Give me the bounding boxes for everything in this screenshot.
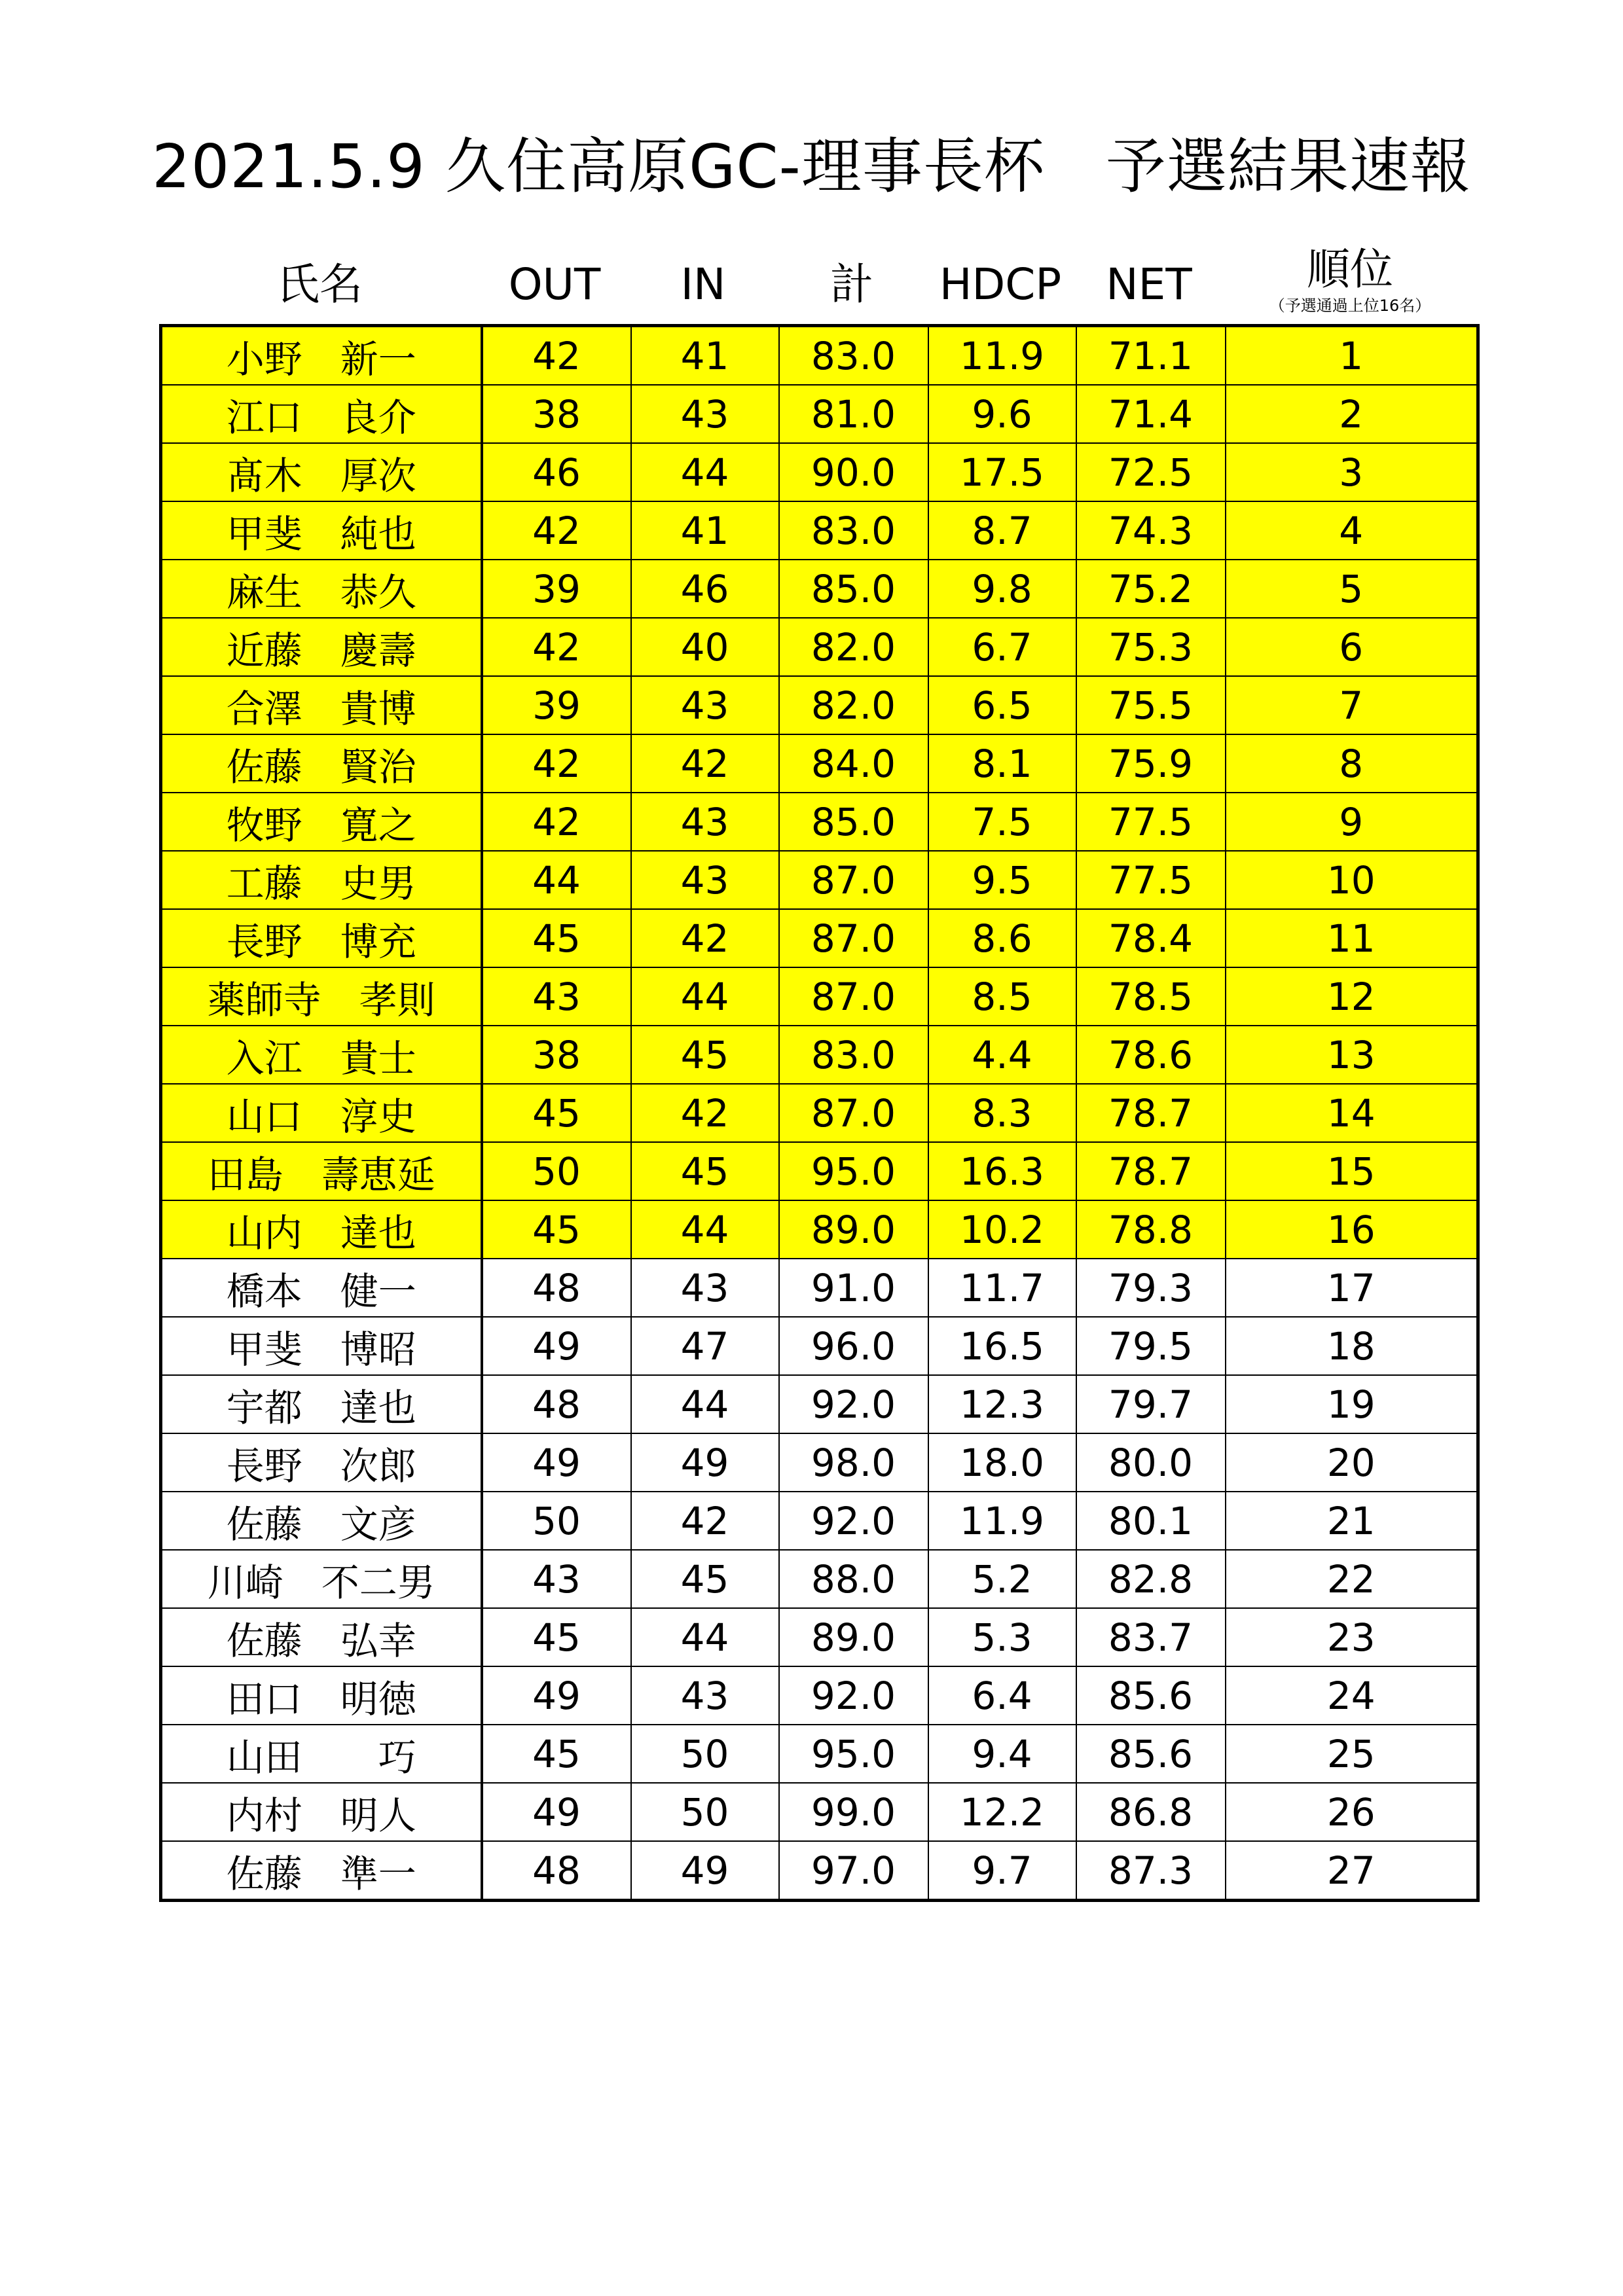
cell-in: 40 xyxy=(631,618,779,676)
cell-in: 45 xyxy=(631,1142,779,1200)
cell-name: 甲斐 純也 xyxy=(161,501,482,560)
cell-rank: 17 xyxy=(1226,1259,1478,1317)
page-title: 2021.5.9 久住高原GC-理事長杯 予選結果速報 xyxy=(152,132,1471,202)
header-total: 計 xyxy=(830,259,873,310)
cell-net: 78.5 xyxy=(1076,967,1226,1026)
cell-name: 佐藤 賢治 xyxy=(161,734,482,793)
cell-in: 44 xyxy=(631,1608,779,1666)
table-row xyxy=(161,1666,1478,1725)
cell-net: 83.7 xyxy=(1076,1608,1226,1666)
cell-total: 87.0 xyxy=(779,1084,928,1142)
cell-net: 78.8 xyxy=(1076,1200,1226,1259)
cell-hdcp: 8.3 xyxy=(928,1084,1076,1142)
cell-name: 長野 次郎 xyxy=(161,1433,482,1492)
cell-name: 山口 淳史 xyxy=(161,1084,482,1142)
cell-name: 入江 貴士 xyxy=(161,1026,482,1084)
cell-net: 75.9 xyxy=(1076,734,1226,793)
cell-out: 42 xyxy=(482,618,631,676)
cell-rank: 6 xyxy=(1226,618,1478,676)
cell-net: 74.3 xyxy=(1076,501,1226,560)
cell-hdcp: 18.0 xyxy=(928,1433,1076,1492)
cell-rank: 10 xyxy=(1226,851,1478,909)
cell-in: 44 xyxy=(631,1375,779,1433)
cell-net: 71.4 xyxy=(1076,385,1226,443)
cell-name: 山田 巧 xyxy=(161,1725,482,1783)
cell-hdcp: 9.8 xyxy=(928,560,1076,618)
cell-hdcp: 12.2 xyxy=(928,1783,1076,1841)
cell-hdcp: 11.9 xyxy=(928,326,1076,386)
cell-rank: 25 xyxy=(1226,1725,1478,1783)
cell-net: 78.7 xyxy=(1076,1142,1226,1200)
table-row xyxy=(161,1317,1478,1375)
cell-hdcp: 9.7 xyxy=(928,1841,1076,1901)
cell-in: 42 xyxy=(631,909,779,967)
cell-total: 83.0 xyxy=(779,501,928,560)
cell-hdcp: 5.2 xyxy=(928,1550,1076,1608)
header-net: NET xyxy=(1106,259,1192,310)
cell-rank: 23 xyxy=(1226,1608,1478,1666)
cell-in: 42 xyxy=(631,1492,779,1550)
table-row xyxy=(161,560,1478,618)
cell-in: 42 xyxy=(631,734,779,793)
table-row xyxy=(161,1259,1478,1317)
cell-name: 内村 明人 xyxy=(161,1783,482,1841)
cell-total: 85.0 xyxy=(779,560,928,618)
table-row xyxy=(161,967,1478,1026)
cell-net: 77.5 xyxy=(1076,851,1226,909)
cell-hdcp: 9.6 xyxy=(928,385,1076,443)
cell-out: 48 xyxy=(482,1259,631,1317)
cell-name: 小野 新一 xyxy=(161,326,482,386)
cell-name: 江口 良介 xyxy=(161,385,482,443)
cell-total: 90.0 xyxy=(779,443,928,501)
cell-total: 87.0 xyxy=(779,909,928,967)
table-row xyxy=(161,1492,1478,1550)
header-hdcp: HDCP xyxy=(939,259,1062,310)
cell-out: 42 xyxy=(482,326,631,386)
cell-out: 50 xyxy=(482,1142,631,1200)
cell-out: 38 xyxy=(482,385,631,443)
cell-total: 96.0 xyxy=(779,1317,928,1375)
cell-rank: 2 xyxy=(1226,385,1478,443)
cell-in: 44 xyxy=(631,967,779,1026)
cell-total: 87.0 xyxy=(779,851,928,909)
table-row xyxy=(161,1433,1478,1492)
cell-out: 39 xyxy=(482,676,631,734)
results-table xyxy=(159,324,1480,1902)
cell-name: 近藤 慶壽 xyxy=(161,618,482,676)
cell-out: 45 xyxy=(482,1200,631,1259)
cell-rank: 9 xyxy=(1226,793,1478,851)
cell-total: 98.0 xyxy=(779,1433,928,1492)
cell-in: 43 xyxy=(631,793,779,851)
cell-net: 78.6 xyxy=(1076,1026,1226,1084)
cell-rank: 5 xyxy=(1226,560,1478,618)
cell-in: 43 xyxy=(631,1259,779,1317)
cell-in: 41 xyxy=(631,326,779,386)
cell-out: 46 xyxy=(482,443,631,501)
cell-total: 82.0 xyxy=(779,618,928,676)
cell-out: 42 xyxy=(482,734,631,793)
table-row xyxy=(161,1026,1478,1084)
table-row xyxy=(161,676,1478,734)
cell-out: 39 xyxy=(482,560,631,618)
table-row xyxy=(161,1200,1478,1259)
cell-in: 43 xyxy=(631,851,779,909)
cell-name: 甲斐 博昭 xyxy=(161,1317,482,1375)
cell-out: 45 xyxy=(482,1608,631,1666)
cell-rank: 8 xyxy=(1226,734,1478,793)
cell-name: 橋本 健一 xyxy=(161,1259,482,1317)
cell-hdcp: 5.3 xyxy=(928,1608,1076,1666)
cell-total: 81.0 xyxy=(779,385,928,443)
cell-out: 43 xyxy=(482,1550,631,1608)
cell-name: 薬師寺 孝則 xyxy=(161,967,482,1026)
cell-hdcp: 6.4 xyxy=(928,1666,1076,1725)
header-rank-label: 順位 xyxy=(1307,244,1393,295)
cell-net: 71.1 xyxy=(1076,326,1226,386)
cell-in: 45 xyxy=(631,1026,779,1084)
cell-in: 47 xyxy=(631,1317,779,1375)
table-row xyxy=(161,851,1478,909)
header-out: OUT xyxy=(508,259,601,310)
cell-in: 46 xyxy=(631,560,779,618)
cell-net: 85.6 xyxy=(1076,1725,1226,1783)
cell-hdcp: 17.5 xyxy=(928,443,1076,501)
cell-out: 49 xyxy=(482,1317,631,1375)
cell-in: 43 xyxy=(631,1666,779,1725)
cell-out: 42 xyxy=(482,793,631,851)
table-row xyxy=(161,443,1478,501)
cell-name: 工藤 史男 xyxy=(161,851,482,909)
cell-net: 77.5 xyxy=(1076,793,1226,851)
cell-out: 48 xyxy=(482,1375,631,1433)
cell-rank: 3 xyxy=(1226,443,1478,501)
cell-out: 42 xyxy=(482,501,631,560)
cell-hdcp: 8.1 xyxy=(928,734,1076,793)
cell-name: 田口 明徳 xyxy=(161,1666,482,1725)
cell-net: 79.7 xyxy=(1076,1375,1226,1433)
cell-in: 50 xyxy=(631,1725,779,1783)
cell-net: 79.3 xyxy=(1076,1259,1226,1317)
cell-total: 92.0 xyxy=(779,1375,928,1433)
cell-rank: 18 xyxy=(1226,1317,1478,1375)
header-name: 氏名 xyxy=(276,259,363,310)
cell-hdcp: 4.4 xyxy=(928,1026,1076,1084)
cell-rank: 14 xyxy=(1226,1084,1478,1142)
cell-in: 43 xyxy=(631,385,779,443)
cell-hdcp: 12.3 xyxy=(928,1375,1076,1433)
table-row xyxy=(161,909,1478,967)
table-row xyxy=(161,1783,1478,1841)
cell-out: 45 xyxy=(482,1725,631,1783)
cell-in: 50 xyxy=(631,1783,779,1841)
cell-net: 78.4 xyxy=(1076,909,1226,967)
cell-out: 43 xyxy=(482,967,631,1026)
cell-out: 49 xyxy=(482,1433,631,1492)
cell-total: 99.0 xyxy=(779,1783,928,1841)
table-row xyxy=(161,1084,1478,1142)
cell-name: 佐藤 文彦 xyxy=(161,1492,482,1550)
cell-rank: 15 xyxy=(1226,1142,1478,1200)
cell-net: 82.8 xyxy=(1076,1550,1226,1608)
header-rank xyxy=(1224,244,1476,321)
cell-hdcp: 9.4 xyxy=(928,1725,1076,1783)
cell-hdcp: 7.5 xyxy=(928,793,1076,851)
cell-total: 87.0 xyxy=(779,967,928,1026)
cell-total: 95.0 xyxy=(779,1142,928,1200)
cell-net: 78.7 xyxy=(1076,1084,1226,1142)
table-row xyxy=(161,618,1478,676)
cell-rank: 20 xyxy=(1226,1433,1478,1492)
cell-name: 長野 博充 xyxy=(161,909,482,967)
cell-name: 佐藤 準一 xyxy=(161,1841,482,1901)
cell-in: 43 xyxy=(631,676,779,734)
cell-hdcp: 11.9 xyxy=(928,1492,1076,1550)
cell-name: 山内 達也 xyxy=(161,1200,482,1259)
results-body xyxy=(161,326,1478,1901)
cell-net: 75.3 xyxy=(1076,618,1226,676)
cell-hdcp: 8.7 xyxy=(928,501,1076,560)
cell-net: 75.2 xyxy=(1076,560,1226,618)
cell-hdcp: 8.5 xyxy=(928,967,1076,1026)
cell-rank: 22 xyxy=(1226,1550,1478,1608)
cell-in: 49 xyxy=(631,1433,779,1492)
cell-total: 97.0 xyxy=(779,1841,928,1901)
header-rank-note: （予選通過上位16名） xyxy=(1269,296,1431,315)
table-row xyxy=(161,793,1478,851)
cell-name: 宇都 達也 xyxy=(161,1375,482,1433)
table-row xyxy=(161,734,1478,793)
cell-rank: 12 xyxy=(1226,967,1478,1026)
cell-hdcp: 6.7 xyxy=(928,618,1076,676)
cell-name: 合澤 貴博 xyxy=(161,676,482,734)
cell-net: 79.5 xyxy=(1076,1317,1226,1375)
cell-in: 49 xyxy=(631,1841,779,1901)
table-row xyxy=(161,501,1478,560)
table-row xyxy=(161,1550,1478,1608)
cell-net: 80.0 xyxy=(1076,1433,1226,1492)
table-row xyxy=(161,1841,1478,1901)
cell-out: 49 xyxy=(482,1783,631,1841)
cell-in: 42 xyxy=(631,1084,779,1142)
cell-net: 85.6 xyxy=(1076,1666,1226,1725)
cell-name: 髙木 厚次 xyxy=(161,443,482,501)
cell-hdcp: 16.3 xyxy=(928,1142,1076,1200)
cell-total: 89.0 xyxy=(779,1200,928,1259)
table-row xyxy=(161,326,1478,386)
cell-total: 88.0 xyxy=(779,1550,928,1608)
cell-out: 48 xyxy=(482,1841,631,1901)
cell-hdcp: 16.5 xyxy=(928,1317,1076,1375)
cell-hdcp: 8.6 xyxy=(928,909,1076,967)
cell-total: 82.0 xyxy=(779,676,928,734)
cell-rank: 27 xyxy=(1226,1841,1478,1901)
cell-out: 50 xyxy=(482,1492,631,1550)
cell-rank: 19 xyxy=(1226,1375,1478,1433)
cell-rank: 1 xyxy=(1226,326,1478,386)
cell-total: 92.0 xyxy=(779,1492,928,1550)
cell-out: 45 xyxy=(482,909,631,967)
cell-out: 45 xyxy=(482,1084,631,1142)
cell-net: 86.8 xyxy=(1076,1783,1226,1841)
cell-rank: 11 xyxy=(1226,909,1478,967)
cell-rank: 4 xyxy=(1226,501,1478,560)
cell-total: 95.0 xyxy=(779,1725,928,1783)
cell-hdcp: 11.7 xyxy=(928,1259,1076,1317)
table-row xyxy=(161,1608,1478,1666)
cell-name: 佐藤 弘幸 xyxy=(161,1608,482,1666)
cell-rank: 13 xyxy=(1226,1026,1478,1084)
header-in: IN xyxy=(680,259,726,310)
cell-rank: 26 xyxy=(1226,1783,1478,1841)
cell-net: 75.5 xyxy=(1076,676,1226,734)
cell-hdcp: 9.5 xyxy=(928,851,1076,909)
cell-rank: 7 xyxy=(1226,676,1478,734)
cell-total: 83.0 xyxy=(779,1026,928,1084)
cell-out: 49 xyxy=(482,1666,631,1725)
cell-rank: 24 xyxy=(1226,1666,1478,1725)
cell-rank: 21 xyxy=(1226,1492,1478,1550)
cell-net: 72.5 xyxy=(1076,443,1226,501)
cell-out: 44 xyxy=(482,851,631,909)
cell-rank: 16 xyxy=(1226,1200,1478,1259)
table-row xyxy=(161,1375,1478,1433)
cell-hdcp: 6.5 xyxy=(928,676,1076,734)
cell-name: 川崎 不二男 xyxy=(161,1550,482,1608)
cell-total: 84.0 xyxy=(779,734,928,793)
table-row xyxy=(161,1142,1478,1200)
cell-total: 89.0 xyxy=(779,1608,928,1666)
cell-hdcp: 10.2 xyxy=(928,1200,1076,1259)
cell-in: 44 xyxy=(631,1200,779,1259)
cell-total: 91.0 xyxy=(779,1259,928,1317)
table-row xyxy=(161,385,1478,443)
cell-net: 80.1 xyxy=(1076,1492,1226,1550)
cell-in: 45 xyxy=(631,1550,779,1608)
cell-in: 41 xyxy=(631,501,779,560)
cell-total: 83.0 xyxy=(779,326,928,386)
cell-name: 田島 壽恵延 xyxy=(161,1142,482,1200)
cell-total: 85.0 xyxy=(779,793,928,851)
cell-net: 87.3 xyxy=(1076,1841,1226,1901)
cell-name: 牧野 寛之 xyxy=(161,793,482,851)
cell-in: 44 xyxy=(631,443,779,501)
cell-out: 38 xyxy=(482,1026,631,1084)
table-row xyxy=(161,1725,1478,1783)
cell-total: 92.0 xyxy=(779,1666,928,1725)
cell-name: 麻生 恭久 xyxy=(161,560,482,618)
